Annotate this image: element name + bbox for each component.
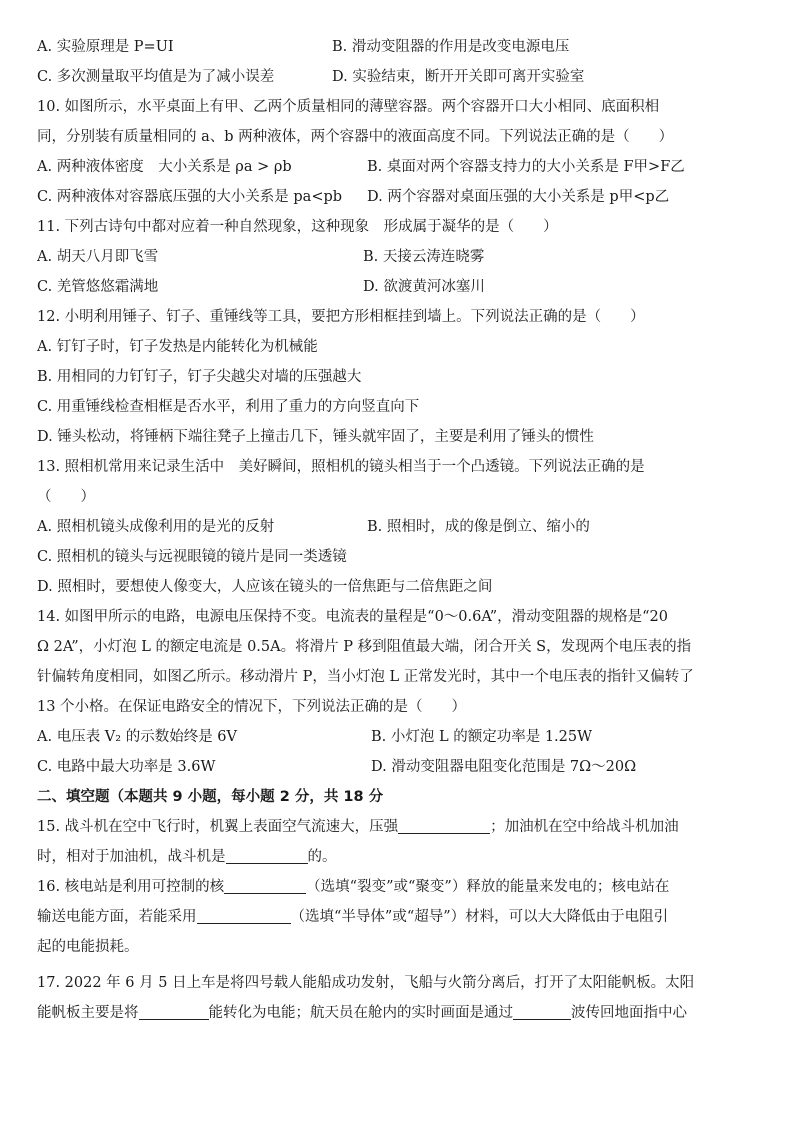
q14-option-a: A. 电压表 V₂ 的示数始终是 6V (37, 729, 237, 745)
exam-page (37, 32, 757, 1028)
q9-option-d: D. 实验结束，断开开关即可离开实验室 (332, 69, 585, 85)
q10-options-row2 (37, 182, 757, 212)
q16-line1 (37, 872, 757, 902)
q11-option-b: B. 天接云涛连晓雾 (363, 249, 485, 265)
q16-blank-2[interactable] (197, 905, 291, 924)
q17-line2 (37, 998, 757, 1028)
q11-option-a: A. 胡天八月即飞雪 (37, 249, 159, 265)
q13-option-a: A. 照相机镜头成像利用的是光的反射 (37, 519, 275, 535)
q14-stem-line3: 针偏转角度相同，如图乙所示。移动滑片 P，当小灯泡 L 正常发光时，其中一个电压表的指针又偏转了 (37, 669, 694, 685)
q12-stem: 12. 小明利用锤子、钉子、重锤线等工具，要把方形相框挂到墙上。下列说法正确的是（ ） (37, 309, 645, 325)
q10-option-d: D. 两个容器对桌面压强的大小关系是 p甲<p乙 (367, 189, 670, 205)
q9-option-b: B. 滑动变阻器的作用是改变电源电压 (332, 39, 570, 55)
q17-text-3: 能转化为电能；航天员在舱内的实时画面是通过 (208, 1005, 513, 1021)
q16-blank-1[interactable] (224, 875, 306, 894)
q11-options-row1 (37, 242, 757, 272)
q17-blank-2[interactable] (513, 1001, 571, 1020)
q17-text-2: 能帆板主要是将 (37, 1005, 139, 1021)
q16-text-3: 输送电能方面，若能采用 (37, 909, 197, 925)
q15-text-2: ；加油机在空中给战斗机加油 (490, 819, 679, 835)
section-heading-fill-in: 二、填空题（本题共 9 小题，每小题 2 分，共 18 分 (37, 789, 384, 805)
q15-text-3: 时，相对于加油机，战斗机是 (37, 849, 226, 865)
q15-blank-2[interactable] (226, 845, 308, 864)
q14-options-row2 (37, 752, 757, 782)
q14-option-b: B. 小灯泡 L 的额定功率是 1.25W (371, 729, 593, 745)
q13-stem-line2: （ ） (37, 489, 95, 505)
q13-stem-line1: 13. 照相机常用来记录生活中 美好瞬间，照相机的镜头相当于一个凸透镜。下列说法正确的是 (37, 459, 645, 475)
q14-stem-line1: 14. 如图甲所示的电路，电源电压保持不变。电流表的量程是“0～0.6A”，滑动变阻器的规格是“20 (37, 609, 668, 625)
q15-line2 (37, 842, 757, 872)
q15-text-1: 15. 战斗机在空中飞行时，机翼上表面空气流速大，压强 (37, 819, 399, 835)
q12-option-c: C. 用重锤线检查相框是否水平，利用了重力的方向竖直向下 (37, 399, 420, 415)
q9-option-a: A. 实验原理是 P=UI (37, 39, 174, 55)
q11-options-row2 (37, 272, 757, 302)
q11-stem: 11. 下列古诗句中都对应着一种自然现象，这种现象 形成属于凝华的是（ ） (37, 219, 558, 235)
q11-option-d: D. 欲渡黄河冰塞川 (363, 279, 485, 295)
q14-option-d: D. 滑动变阻器电阻变化范围是 7Ω～20Ω (371, 759, 637, 775)
q15-line1 (37, 812, 757, 842)
q14-stem-line4: 13 个小格。在保证电路安全的情况下，下列说法正确的是（ ） (37, 699, 467, 715)
q14-option-c: C. 电路中最大功率是 3.6W (37, 759, 216, 775)
q16-text-4: （选填“半导体”或“超导”）材料，可以大大降低由于电阻引 (290, 909, 669, 925)
q17-blank-1[interactable] (139, 1001, 209, 1020)
q12-option-d: D. 锤头松动，将锤柄下端往凳子上撞击几下，锤头就牢固了，主要是利用了锤头的惯性 (37, 429, 594, 445)
q9-options-row1 (37, 32, 757, 62)
q16-text-1: 16. 核电站是利用可控制的核 (37, 879, 225, 895)
q17-line1: 17. 2022 年 6 月 5 日上车是将四号载人能船成功发射，飞船与火箭分离后，打开了太阳能帆板。太阳 (37, 975, 695, 991)
q16-line3: 起的电能损耗。 (37, 939, 139, 955)
q16-line2 (37, 902, 757, 932)
q12-option-a: A. 钉钉子时，钉子发热是内能转化为机械能 (37, 339, 318, 355)
q13-option-c: C. 照相机的镜头与远视眼镜的镜片是同一类透镜 (37, 549, 347, 565)
q11-option-c: C. 羌管悠悠霜满地 (37, 279, 159, 295)
q10-stem-line1: 10. 如图所示，水平桌面上有甲、乙两个质量相同的薄壁容器。两个容器开口大小相同、底面积相 (37, 99, 660, 115)
q16-text-2: （选填“裂变”或“聚变”）释放的能量来发电的；核电站在 (306, 879, 670, 895)
q13-options-row1 (37, 512, 757, 542)
q9-options-row2 (37, 62, 757, 92)
q15-text-4: 的。 (307, 849, 337, 865)
q17-text-4: 波传回地面指中心 (571, 1005, 687, 1021)
q9-option-c: C. 多次测量取平均值是为了减小误差 (37, 69, 275, 85)
q10-option-b: B. 桌面对两个容器支持力的大小关系是 F甲>F乙 (367, 159, 685, 175)
q10-options-row1 (37, 152, 757, 182)
q14-stem-line2: Ω 2A”，小灯泡 L 的额定电流是 0.5A。将滑片 P 移到阻值最大端，闭合开关 S，发现两个电压表的指 (37, 639, 692, 655)
q10-option-a: A. 两种液体密度 大小关系是 ρa > ρb (37, 159, 292, 175)
q10-stem-line2: 同，分别装有质量相同的 a、b 两种液体，两个容器中的液面高度不同。下列说法正确的是（ ） (37, 129, 674, 145)
q13-option-b: B. 照相时，成的像是倒立、缩小的 (367, 519, 590, 535)
q14-options-row1 (37, 722, 757, 752)
q13-option-d: D. 照相时，要想使人像变大，人应该在镜头的一倍焦距与二倍焦距之间 (37, 579, 493, 595)
q12-option-b: B. 用相同的力钉钉子，钉子尖越尖对墙的压强越大 (37, 369, 362, 385)
q15-blank-1[interactable] (398, 815, 490, 834)
q10-option-c: C. 两种液体对容器底压强的大小关系是 pa<pb (37, 189, 343, 205)
